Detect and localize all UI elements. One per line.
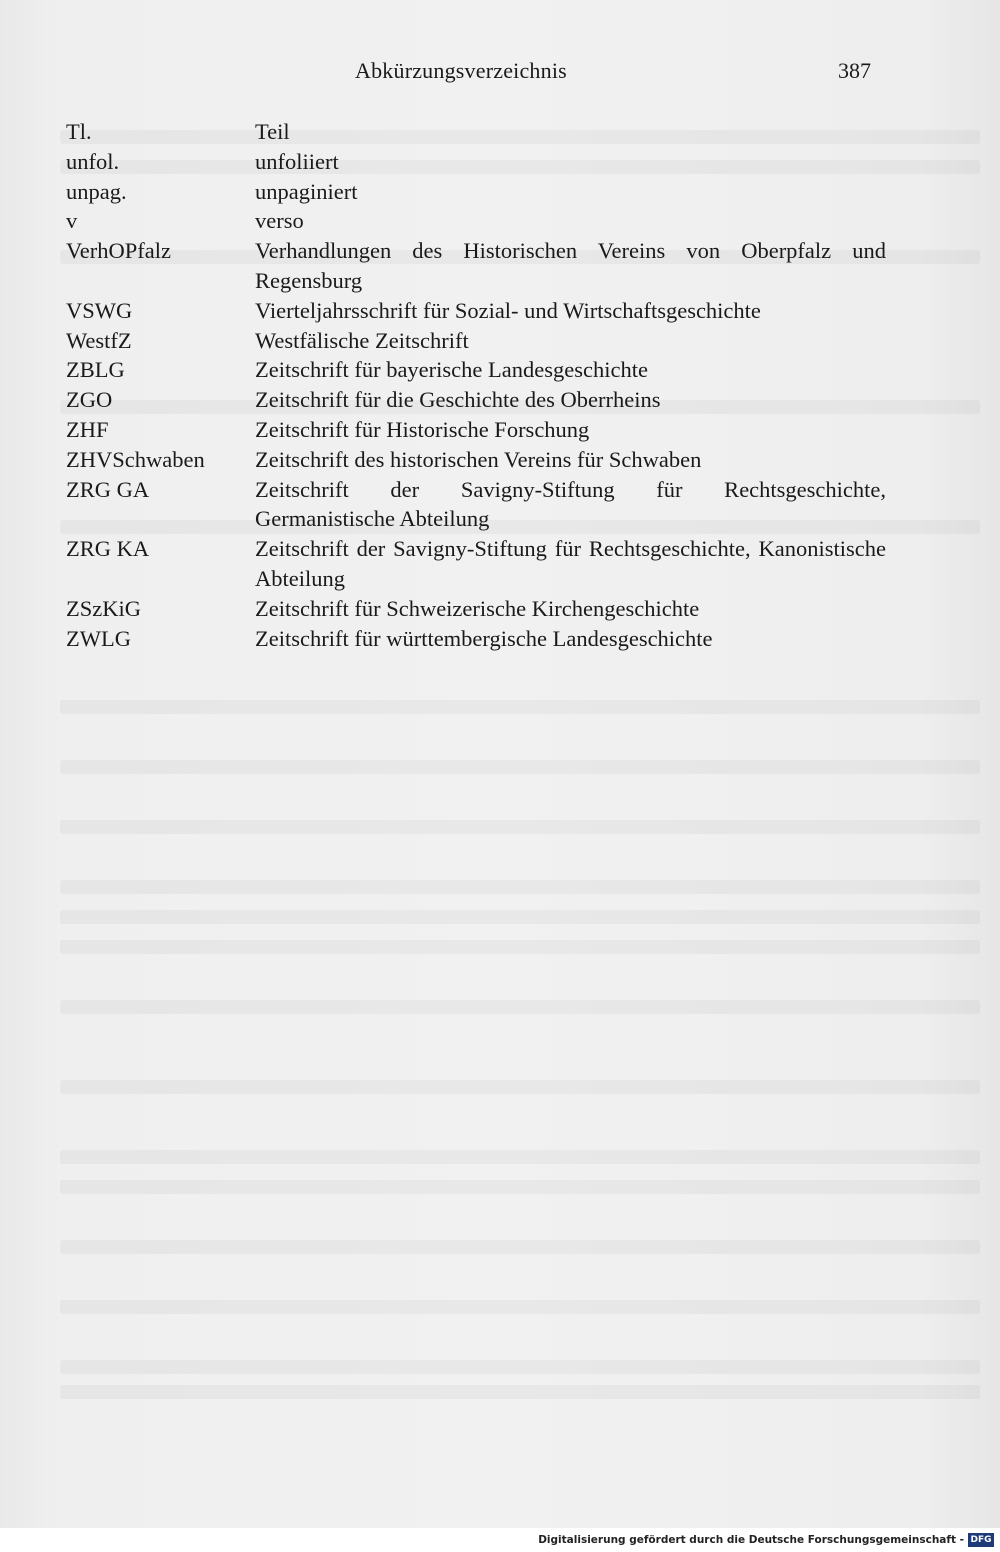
abbreviation: v [66,208,78,234]
abbreviation-entry [66,326,886,356]
abbreviation-expansion: unpaginiert [255,178,358,204]
abbreviation: ZBLG [66,357,125,383]
show-through-line [60,1300,980,1314]
abbreviation-expansion: Zeitschrift für die Geschichte des Oberrheins [255,387,661,413]
abbreviation-entry [66,594,886,624]
show-through-line [60,1000,980,1014]
abbreviation-entry [66,624,886,654]
abbreviation: WestfZ [66,327,132,353]
abbreviation-list [66,117,886,653]
running-head [0,58,1000,92]
abbreviation-entry [66,475,886,535]
abbreviation: ZHF [66,416,109,442]
abbreviation-entry [66,355,886,385]
abbreviation-entry [66,117,886,147]
abbreviation-expansion: verso [255,208,304,234]
abbreviation: VSWG [66,297,133,323]
abbreviation-expansion: Zeitschrift für Schweizerische Kirchengeschichte [255,595,700,621]
abbreviation-entry [66,177,886,207]
abbreviation-expansion: Zeitschrift für bayerische Landesgeschichte [255,357,648,383]
show-through-line [60,940,980,954]
abbreviation-expansion: Westfälische Zeitschrift [255,327,469,353]
abbreviation: ZRG GA [66,476,150,502]
abbreviation: unfol. [66,148,120,174]
show-through-line [60,1080,980,1094]
abbreviation: ZHVSchwaben [66,446,205,472]
abbreviation-entry [66,385,886,415]
abbreviation: ZRG KA [66,536,150,562]
abbreviation-expansion: Zeitschrift der Savigny-Stiftung für Rechtsgeschichte, Kanonistische Abteilung [255,536,886,591]
dfg-logo: DFG [968,1533,994,1547]
show-through-line [60,1360,980,1374]
footer-credit: Digitalisierung gefördert durch die Deutsche Forschungsgemeinschaft - [538,1534,964,1546]
show-through-line [60,1240,980,1254]
abbreviation-expansion: unfoliiert [255,148,339,174]
show-through-line [60,760,980,774]
abbreviation: unpag. [66,178,127,204]
abbreviation: ZSzKiG [66,595,141,621]
abbreviation-entry [66,296,886,326]
abbreviation-entry [66,445,886,475]
abbreviation-expansion: Verhandlungen des Historischen Vereins von Oberpfalz und Regensburg [255,238,886,293]
abbreviation: Tl. [66,119,92,144]
show-through-line [60,700,980,714]
page-number: 387 [838,58,871,83]
abbreviation: ZWLG [66,625,131,651]
page-title: Abkürzungsverzeichnis [355,58,567,83]
abbreviation-expansion: Teil [255,119,290,144]
digitization-footer [0,1528,1000,1552]
abbreviation-entry [66,534,886,594]
show-through-line [60,1180,980,1194]
abbreviation-expansion: Zeitschrift für württembergische Landesgeschichte [255,625,713,651]
abbreviation: ZGO [66,387,113,413]
abbreviation-entry [66,206,886,236]
abbreviation-entry [66,415,886,445]
abbreviation-entry [66,147,886,177]
show-through-line [60,1385,980,1399]
abbreviation-entry [66,236,886,296]
show-through-line [60,820,980,834]
abbreviation: VerhOPfalz [66,238,171,264]
abbreviation-expansion: Zeitschrift der Savigny-Stiftung für Rechtsgeschichte, Germanistische Abteilung [255,476,886,532]
show-through-line [60,1150,980,1164]
abbreviation-expansion: Zeitschrift für Historische Forschung [255,416,590,442]
show-through-line [60,880,980,894]
abbreviation-expansion: Zeitschrift des historischen Vereins für Schwaben [255,446,702,472]
abbreviation-expansion: Vierteljahrsschrift für Sozial- und Wirtschaftsgeschichte [255,297,761,323]
show-through-line [60,910,980,924]
